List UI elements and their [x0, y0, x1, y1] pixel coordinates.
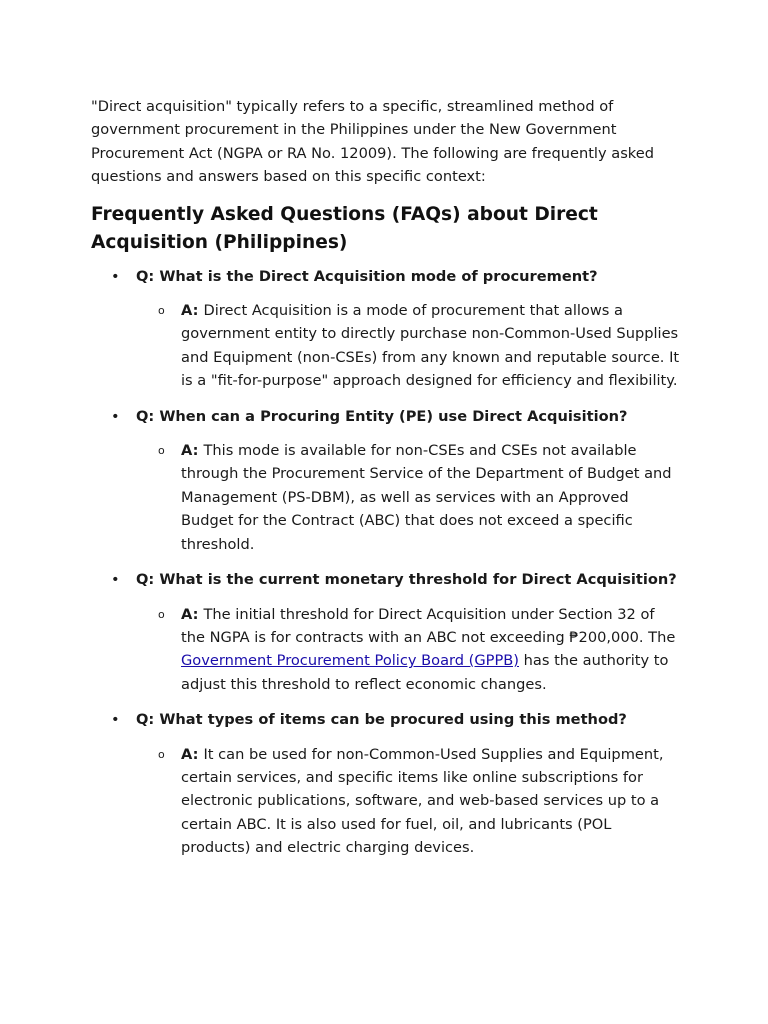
- faq-answer: [136, 603, 680, 697]
- gppb-link[interactable]: Government Procurement Policy Board (GPPB): [181, 652, 519, 670]
- faq-item: [91, 405, 680, 556]
- bullet-circle-icon: o: [158, 444, 165, 458]
- answer-text: Direct Acquisition is a mode of procurement that allows a government entity to directly purchase non-Common-Used Supplies and Equipment (non-CSEs) from any known and reputable source. It is a "fit-for-purpose" approach designed for efficiency and flexibility.: [181, 302, 680, 390]
- bullet-circle-icon: o: [158, 304, 165, 318]
- faq-question: Q: What is the Direct Acquisition mode of procurement?: [136, 267, 598, 285]
- faq-list: [91, 265, 680, 860]
- answer-label: A:: [181, 442, 204, 460]
- faq-item: [91, 568, 680, 696]
- faq-answer: [136, 439, 680, 556]
- faq-item: [91, 265, 680, 393]
- answer-text-before-link: The initial threshold for Direct Acquisition under Section 32 of the NGPA is for contracts with an ABC not exceeding ₱200,000. The: [181, 605, 676, 646]
- faq-question: Q: What types of items can be procured using this method?: [136, 711, 627, 729]
- faq-answer: [136, 743, 680, 860]
- answer-text-after-link: has the authority to adjust this threshold to reflect economic changes.: [181, 652, 669, 693]
- answer-label: A:: [181, 745, 204, 763]
- faq-question: Q: When can a Procuring Entity (PE) use Direct Acquisition?: [136, 407, 628, 425]
- bullet-disc-icon: •: [111, 407, 120, 425]
- faq-heading: Frequently Asked Questions (FAQs) about Direct Acquisition (Philippines): [91, 203, 598, 253]
- faq-item: [91, 708, 680, 859]
- bullet-disc-icon: •: [111, 711, 120, 729]
- answer-label: A:: [181, 302, 204, 320]
- answer-label: A:: [181, 605, 204, 623]
- bullet-disc-icon: •: [111, 571, 120, 589]
- bullet-circle-icon: o: [158, 747, 165, 761]
- answer-text: It can be used for non-Common-Used Supplies and Equipment, certain services, and specific items like online subscriptions for electronic publications, software, and web-based services up to a certain ABC. It is also used for fuel, oil, and lubricants (POL products) and electric charging devices.: [181, 745, 664, 857]
- answer-text: This mode is available for non-CSEs and CSEs not available through the Procurement Service of the Department of Budget and Management (PS-DBM), as well as services with an Approved Budget for the Contract (ABC) that does not exceed a specific threshold.: [181, 442, 672, 553]
- faq-answer: [136, 299, 680, 393]
- intro-paragraph: "Direct acquisition" typically refers to a specific, streamlined method of government procurement in the Philippines under the New Government Procurement Act (NGPA or RA No. 12009). The following are frequently asked questions and answers based on this specific context:: [91, 98, 654, 186]
- bullet-disc-icon: •: [111, 267, 120, 285]
- faq-question: Q: What is the current monetary threshold for Direct Acquisition?: [136, 571, 677, 589]
- bullet-circle-icon: o: [158, 607, 165, 621]
